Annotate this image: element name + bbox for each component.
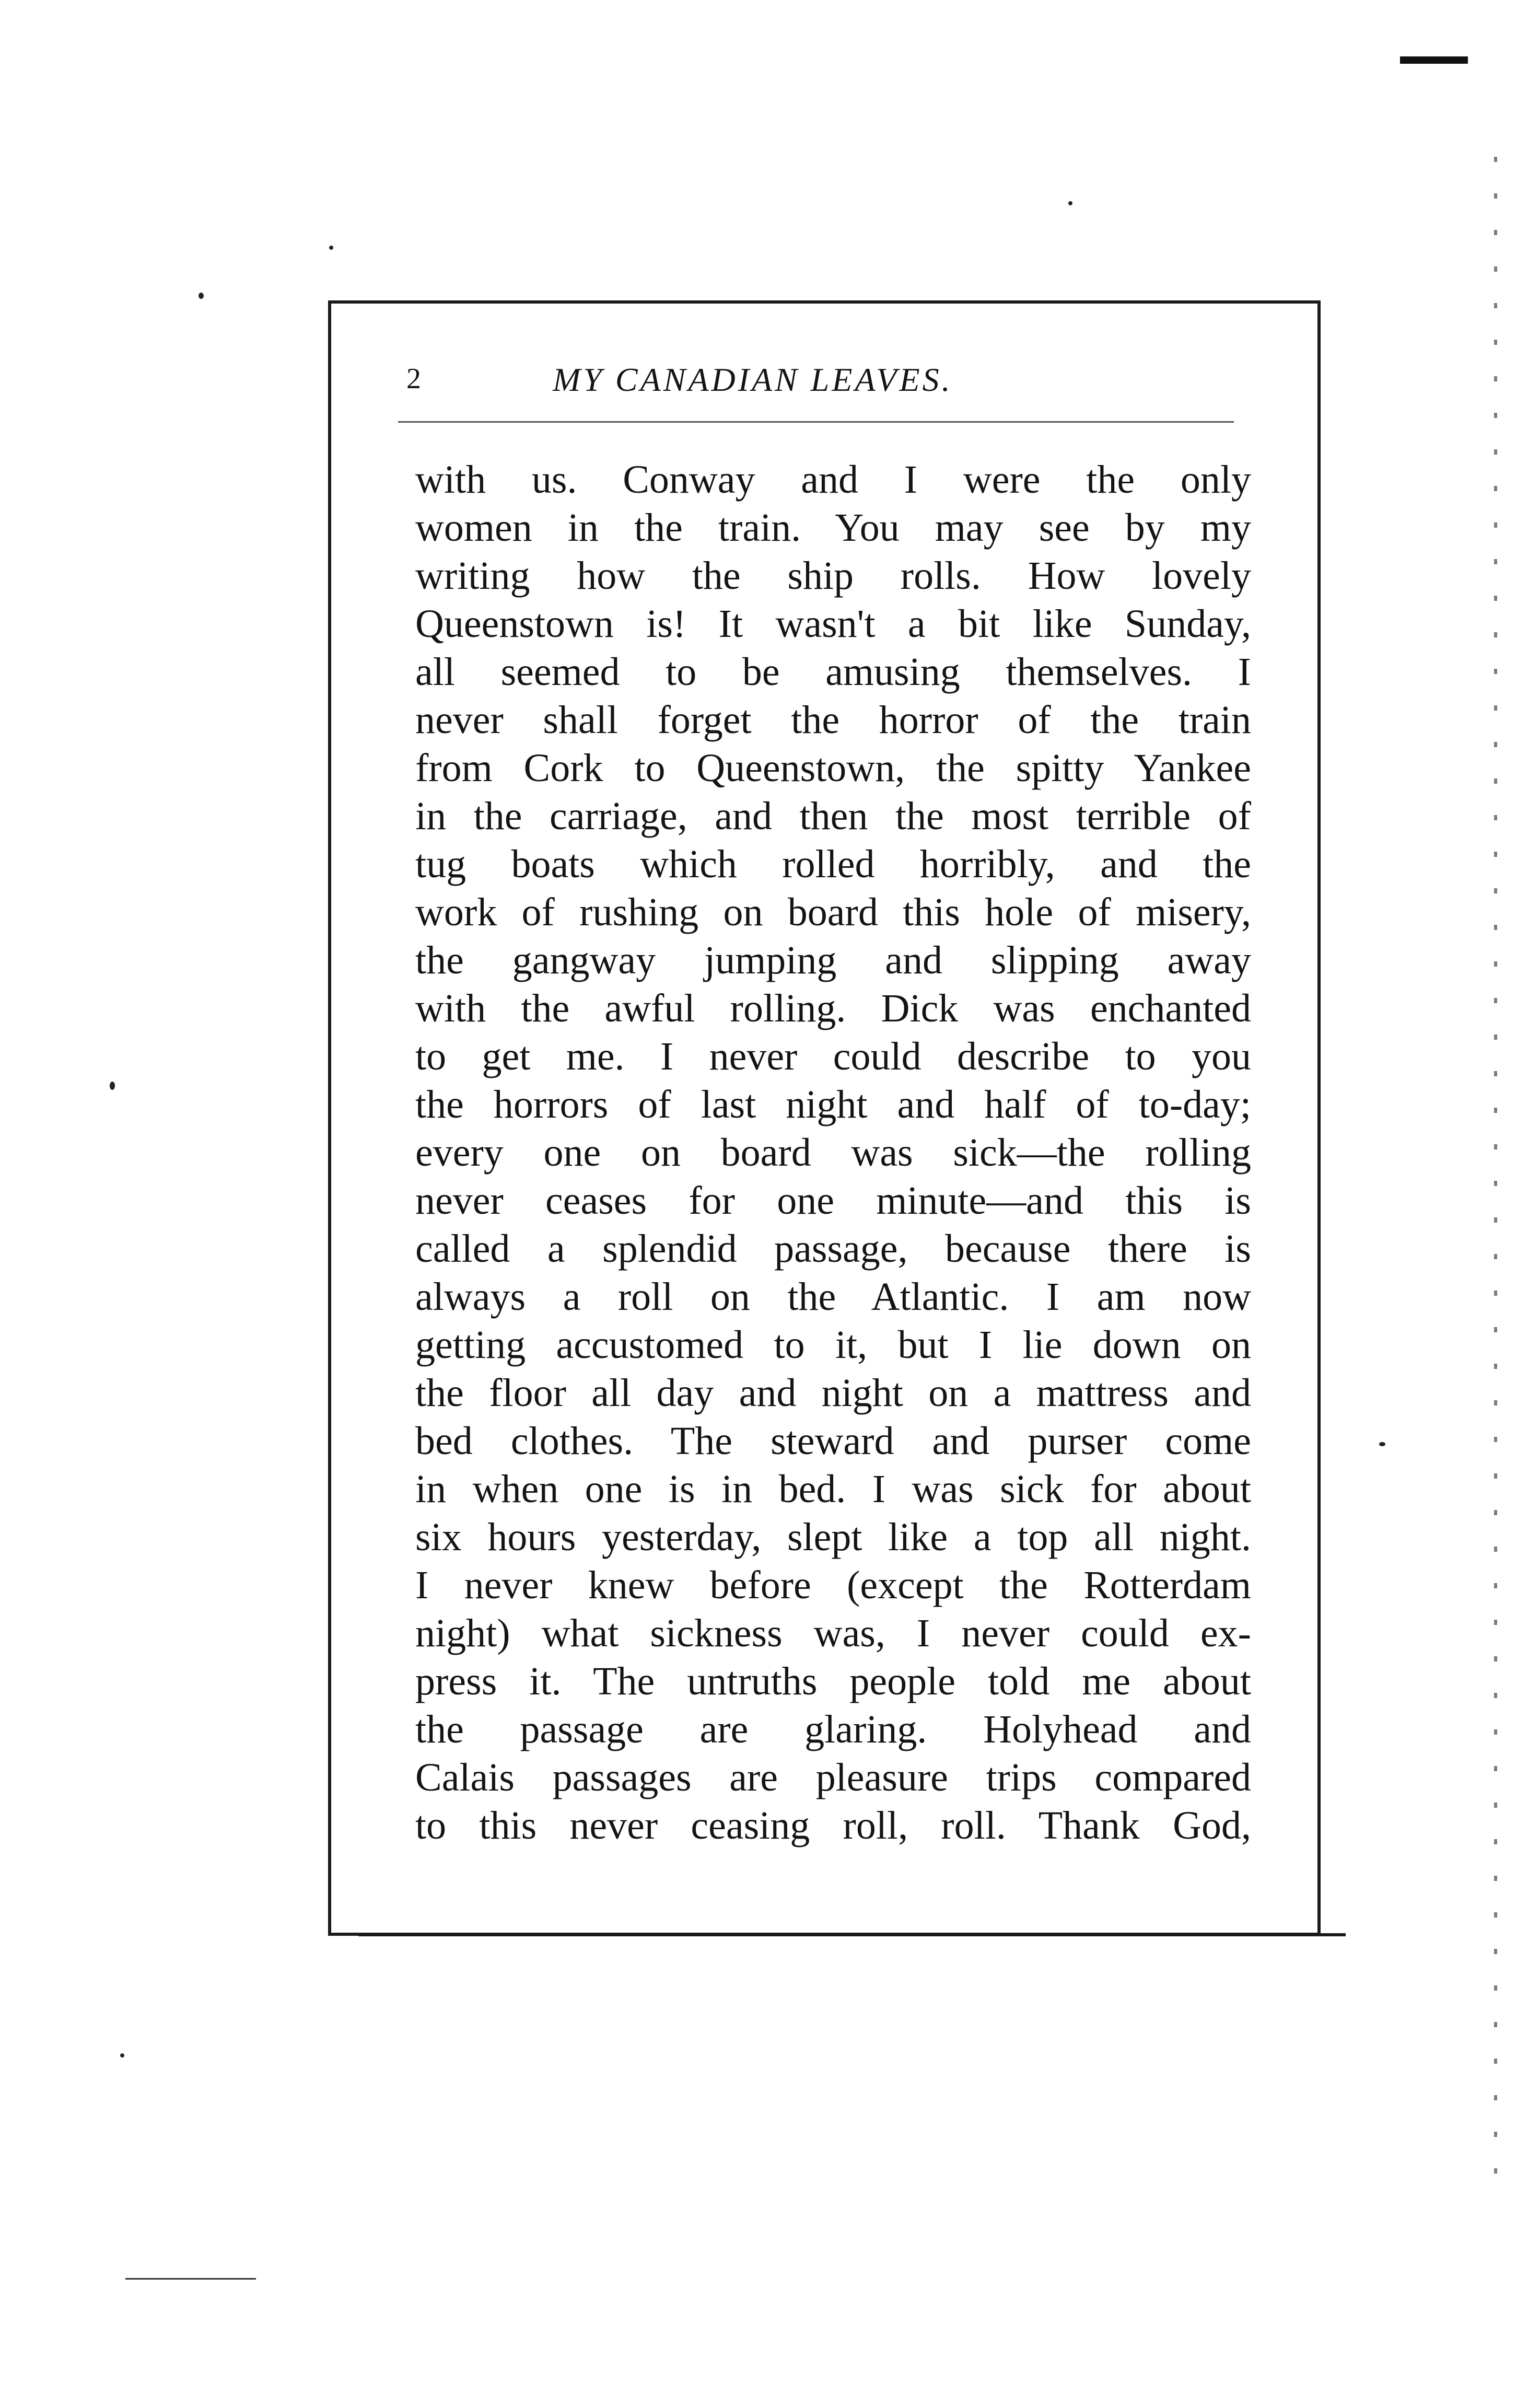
text-line: all seemed to be amusing themselves. I: [415, 650, 1251, 694]
scan-dashes: [125, 2278, 256, 2280]
text-line: tug boats which rolled horribly, and the: [415, 842, 1251, 886]
text-line: bed clothes. The steward and purser come: [415, 1419, 1251, 1463]
text-line: never shall forget the horror of the train: [415, 698, 1251, 742]
text-line: every one on board was sick—the rolling: [415, 1131, 1251, 1175]
text-line: six hours yesterday, slept like a top all night.: [415, 1515, 1251, 1559]
text-line: with the awful rolling. Dick was enchanted: [415, 986, 1251, 1030]
text-line: with us. Conway and I were the only: [415, 458, 1251, 502]
text-line: the gangway jumping and slipping away: [415, 938, 1251, 982]
text-line: to this never ceasing roll, roll. Thank God,: [415, 1804, 1251, 1847]
text-line: Queenstown is! It wasn't a bit like Sunday,: [415, 602, 1251, 646]
page-number: 2: [406, 363, 421, 395]
scan-speck: [1379, 1442, 1385, 1446]
scan-speck: [329, 246, 333, 250]
text-line: always a roll on the Atlantic. I am now: [415, 1275, 1251, 1319]
text-line: the floor all day and night on a mattress and: [415, 1371, 1251, 1415]
text-line: in the carriage, and then the most terrible of: [415, 794, 1251, 838]
text-line: from Cork to Queenstown, the spitty Yankee: [415, 746, 1251, 790]
text-line: press it. The untruths people told me about: [415, 1659, 1251, 1703]
scan-speck: [110, 1082, 115, 1090]
frame-bottom-rule: [358, 1933, 1346, 1936]
text-line: night) what sickness was, I never could ex-: [415, 1611, 1251, 1655]
text-line: to get me. I never could describe to you: [415, 1035, 1251, 1078]
text-line: Calais passages are pleasure trips compared: [415, 1756, 1251, 1799]
scan-edge-noise: [1494, 157, 1497, 2194]
text-line: never ceases for one minute—and this is: [415, 1179, 1251, 1223]
header-rule: [398, 421, 1234, 423]
text-line: getting accustomed to it, but I lie down on: [415, 1323, 1251, 1367]
scan-speck: [1068, 201, 1072, 205]
text-line: women in the train. You may see by my: [415, 506, 1251, 550]
body-text: [415, 456, 1251, 1850]
text-line: in when one is in bed. I was sick for about: [415, 1467, 1251, 1511]
scan-speck: [120, 2053, 124, 2058]
text-line: the horrors of last night and half of to-day;: [415, 1083, 1251, 1126]
text-line: work of rushing on board this hole of misery,: [415, 890, 1251, 934]
text-line: the passage are glaring. Holyhead and: [415, 1707, 1251, 1751]
running-title: MY CANADIAN LEAVES.: [553, 361, 953, 398]
text-line: called a splendid passage, because there is: [415, 1227, 1251, 1271]
text-line: writing how the ship rolls. How lovely: [415, 554, 1251, 598]
text-line: I never knew before (except the Rotterdam: [415, 1563, 1251, 1607]
scan-speck: [199, 293, 204, 299]
scan-corner-mark: [1400, 56, 1468, 64]
